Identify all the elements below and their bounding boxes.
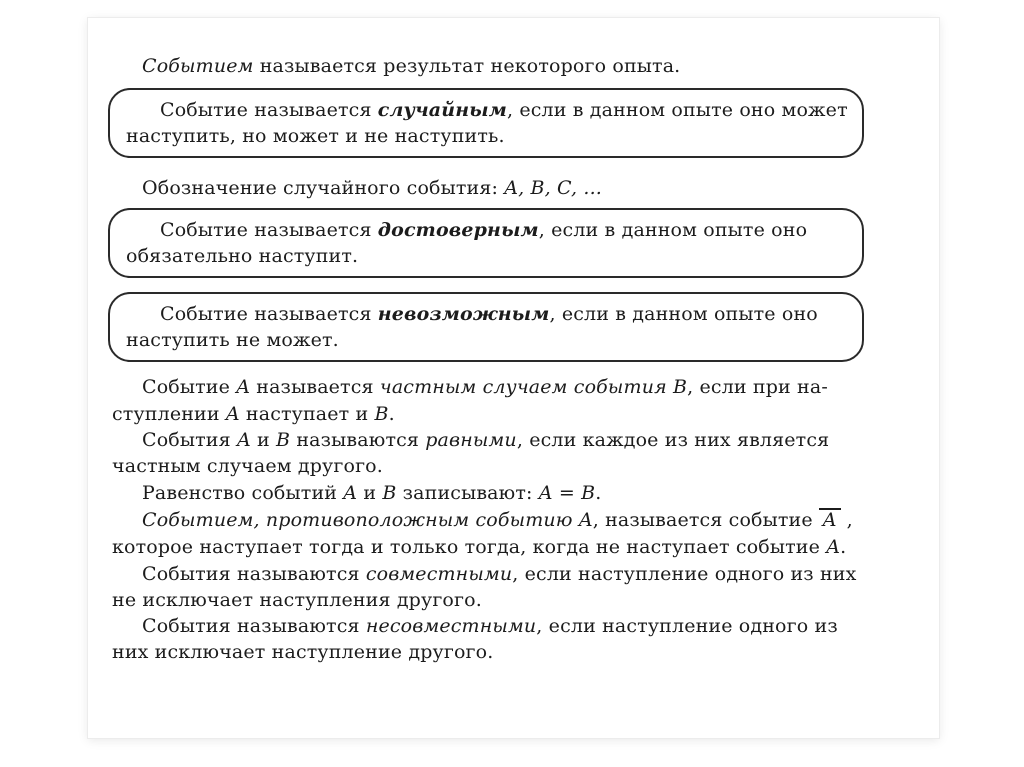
opposite-event-line-1: Событием, противоположным событию A, называется событие A , xyxy=(142,509,853,531)
intro-definition: Событием называется результат некоторого опыта. xyxy=(142,55,681,77)
equal-events-line-1: События A и B называются равными, если каждое из них является xyxy=(142,429,830,451)
particular-case-line-2: ступлении A наступает и B. xyxy=(112,403,395,425)
certain-event-line-2: обязательно наступит. xyxy=(126,245,359,267)
particular-case-line-1: Событие A называется частным случаем события B, если при на- xyxy=(142,376,828,398)
equal-events-line-2: частным случаем другого. xyxy=(112,455,383,477)
term-impossible: невозможным xyxy=(377,303,550,325)
complement-symbol: A xyxy=(819,508,841,530)
equality-notation: Равенство событий A и B записывают: A = B. xyxy=(142,482,602,504)
incompatible-events-line-1: События называются несовместными, если наступление одного из xyxy=(142,615,838,637)
impossible-event-line-2: наступить не может. xyxy=(126,329,339,351)
term-random: случайным xyxy=(377,99,507,121)
certain-event-line-1: Событие называется достоверным, если в данном опыте оно xyxy=(160,219,808,241)
opposite-event-line-2: которое наступает тогда и только тогда, когда не наступает событие A. xyxy=(112,536,847,558)
term-event: Событием xyxy=(142,55,254,77)
random-event-line-2: наступить, но может и не наступить. xyxy=(126,125,505,147)
random-event-line-1: Событие называется случайным, если в данном опыте оно может xyxy=(160,99,848,121)
notation-line: Обозначение случайного события: A, B, C, ... xyxy=(142,177,602,199)
term-certain: достоверным xyxy=(377,219,539,241)
compatible-events-line-1: События называются совместными, если наступление одного из них xyxy=(142,563,857,585)
impossible-event-line-1: Событие называется невозможным, если в данном опыте оно xyxy=(160,303,818,325)
compatible-events-line-2: не исключает наступления другого. xyxy=(112,589,482,611)
incompatible-events-line-2: них исключает наступление другого. xyxy=(112,641,494,663)
